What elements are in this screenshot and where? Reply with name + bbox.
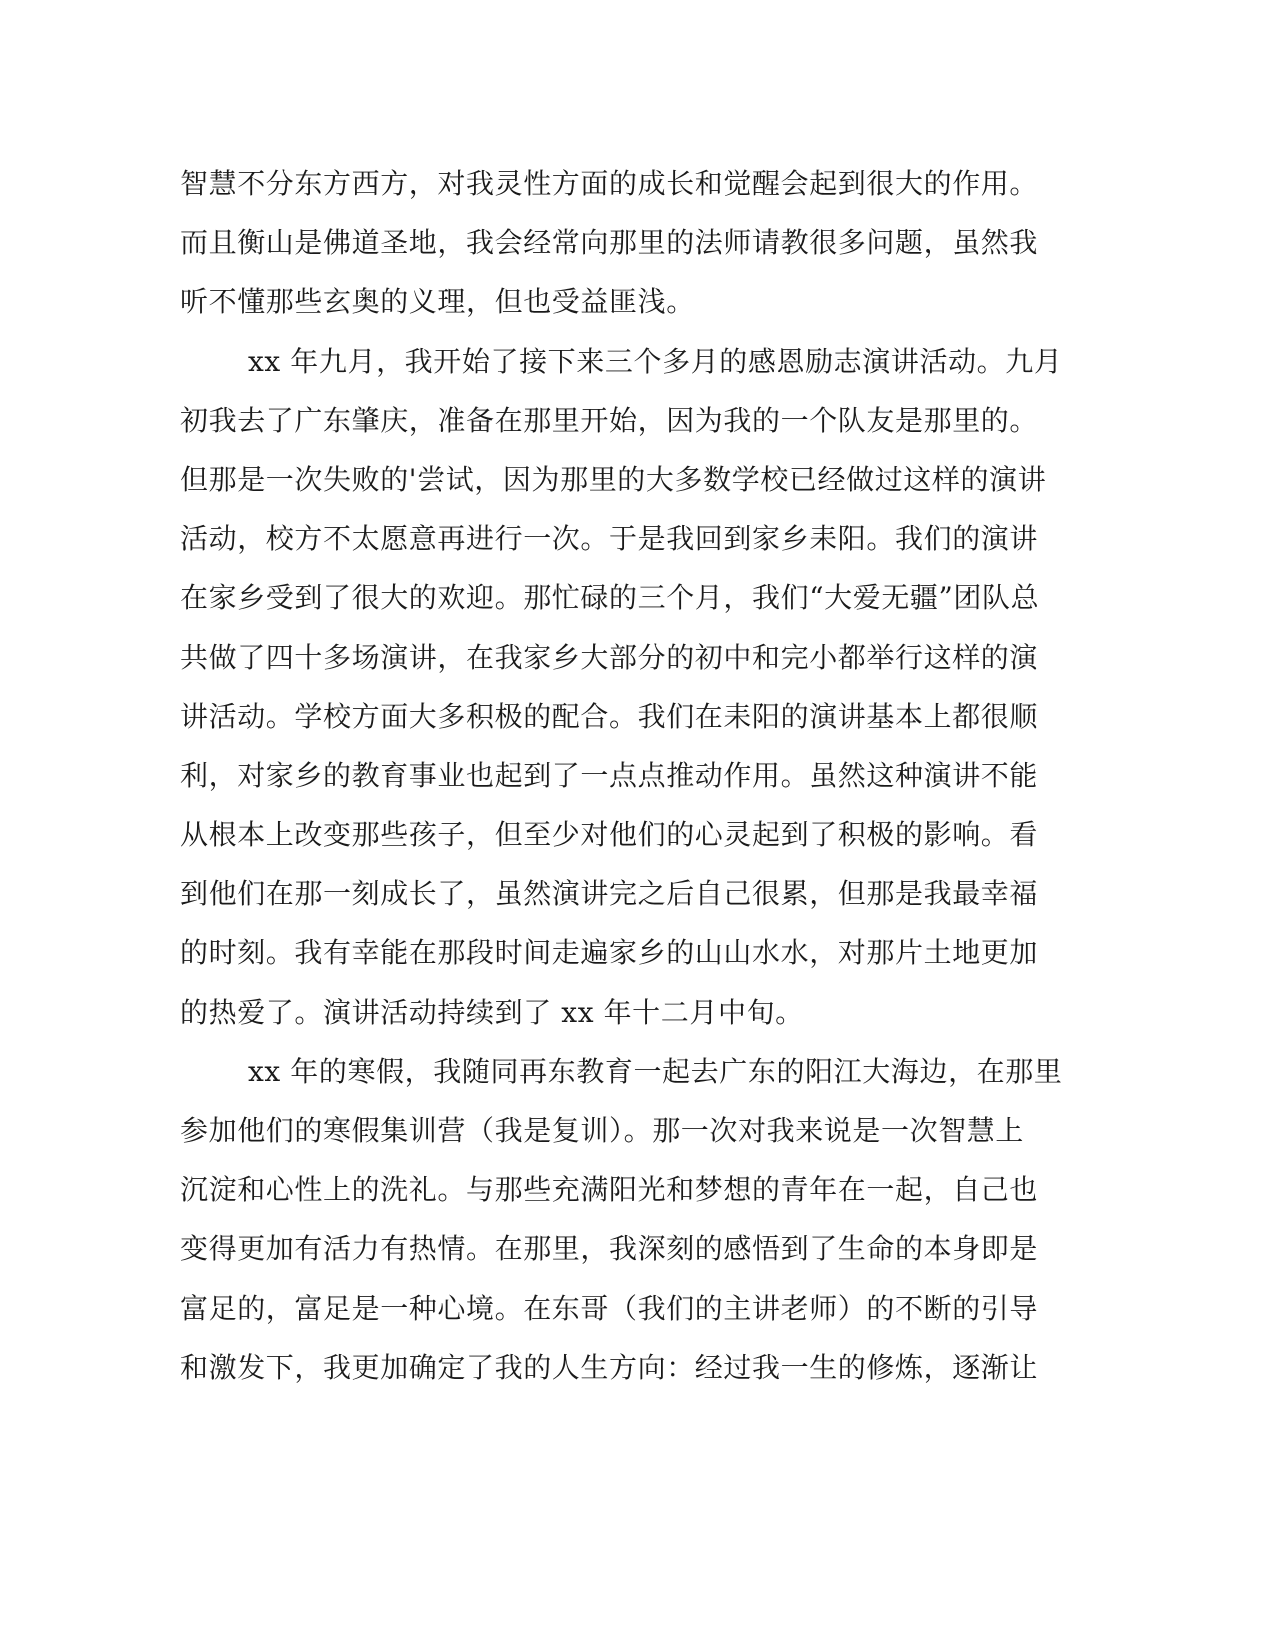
text-line: 讲活动。学校方面大多积极的配合。我们在耒阳的演讲基本上都很顺	[180, 699, 1039, 733]
text-line: 但那是一次失败的'尝试，因为那里的大多数学校已经做过这样的演讲	[180, 462, 1047, 496]
text-line: 利，对家乡的教育事业也起到了一点点推动作用。虽然这种演讲不能	[180, 758, 1039, 792]
text-line: 的时刻。我有幸能在那段时间走遍家乡的山山水水，对那片土地更加	[180, 936, 1039, 970]
paragraph-start-line: xx 年九月，我开始了接下来三个多月的感恩励志演讲活动。九月	[248, 344, 1063, 378]
text-line: 活动，校方不太愿意再进行一次。于是我回到家乡耒阳。我们的演讲	[180, 522, 1039, 556]
text-line: 智慧不分东方西方，对我灵性方面的成长和觉醒会起到很大的作用。	[180, 167, 1039, 200]
document-body	[180, 154, 1063, 1397]
text-line: 而且衡山是佛道圣地，我会经常向那里的法师请教很多问题，虽然我	[180, 226, 1039, 260]
text-line: 的热爱了。演讲活动持续到了 xx 年十二月中旬。	[180, 995, 804, 1029]
text-line: 富足的，富足是一种心境。在东哥（我们的主讲老师）的不断的引导	[180, 1291, 1039, 1325]
paragraph-start-line: xx 年的寒假，我随同再东教育一起去广东的阳江大海边，在那里	[248, 1054, 1063, 1088]
text-line: 共做了四十多场演讲，在我家乡大部分的初中和完小都举行这样的演	[180, 640, 1039, 674]
text-line: 听不懂那些玄奥的义理，但也受益匪浅。	[180, 285, 695, 319]
text-line: 在家乡受到了很大的欢迎。那忙碌的三个月，我们“大爱无疆”团队总	[180, 581, 1040, 615]
text-line: 到他们在那一刻成长了，虽然演讲完之后自己很累，但那是我最幸福	[180, 877, 1039, 911]
text-line: 初我去了广东肇庆，准备在那里开始，因为我的一个队友是那里的。	[180, 403, 1039, 437]
text-line: 沉淀和心性上的洗礼。与那些充满阳光和梦想的青年在一起，自己也	[180, 1173, 1039, 1207]
text-line: 和激发下，我更加确定了我的人生方向：经过我一生的修炼，逐渐让	[180, 1350, 1039, 1384]
text-line: 从根本上改变那些孩子，但至少对他们的心灵起到了积极的影响。看	[180, 818, 1039, 852]
text-line: 变得更加有活力有热情。在那里，我深刻的感悟到了生命的本身即是	[180, 1232, 1039, 1266]
text-line: 参加他们的寒假集训营（我是复训）。那一次对我来说是一次智慧上	[180, 1114, 1025, 1147]
